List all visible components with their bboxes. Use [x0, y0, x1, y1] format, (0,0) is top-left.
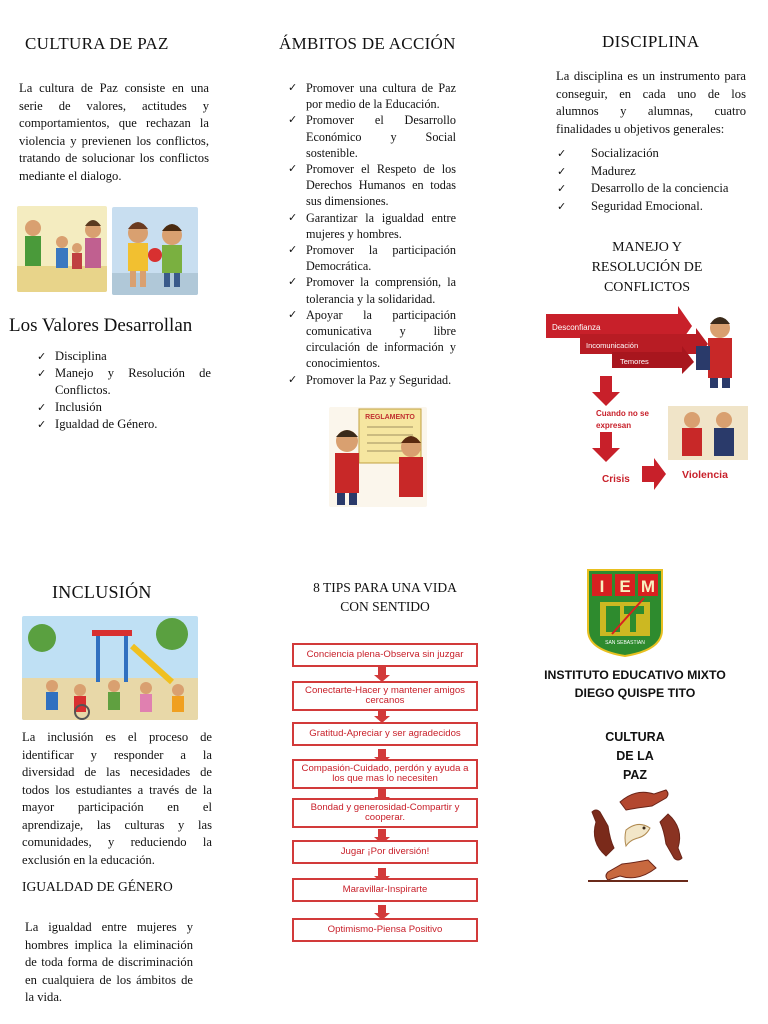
playground-icon: [22, 616, 198, 720]
check-icon: ✓: [288, 113, 298, 127]
note-line-2: expresan: [596, 421, 632, 430]
temores-label: Temores: [620, 357, 649, 366]
check-icon: ✓: [288, 307, 298, 321]
iem-logo-icon: [586, 568, 664, 658]
disciplina-paragraph: La disciplina es un instrumento para conseguir, en cada uno de los alumnos y alumnas, cuatro finalidades u objetivos generales:: [556, 69, 746, 136]
crisis-label: Crisis: [602, 474, 630, 485]
valores-list: [37, 348, 211, 433]
list-item: ✓ Promover la comprensión, la tolerancia y la solidaridad.: [288, 275, 456, 306]
tip-box: Jugar ¡Por diversión!: [292, 840, 478, 864]
check-icon: ✓: [557, 164, 567, 178]
tip-box: Conciencia plena-Observa sin juzgar: [292, 643, 478, 667]
tip-box: Conectarte-Hacer y mantener amigos cercanos: [292, 681, 478, 711]
list-item: ✓ Apoyar la participación comunicativa y libre circulación de información y conocimientos.: [288, 307, 456, 371]
list-item: ✓ Promover una cultura de Paz por medio de la Educación.: [288, 81, 456, 112]
igualdad-paragraph: La igualdad entre mujeres y hombres implica la eliminación de toda forma de discriminación en cualquiera de los ámbitos de la vida.: [25, 920, 193, 1004]
check-icon: ✓: [557, 147, 567, 160]
tip-box: Optimismo-Piensa Positivo: [292, 918, 478, 942]
igualdad-title: IGUALDAD DE GÉNERO: [22, 879, 173, 894]
violencia-label: Violencia: [682, 469, 728, 481]
ambitos-list: [288, 80, 456, 388]
check-icon: ✓: [288, 162, 298, 176]
check-icon: ✓: [37, 350, 47, 363]
family-illustration: [17, 206, 107, 292]
list-item: ✓ Socialización: [557, 145, 747, 163]
list-item: ✓ Igualdad de Género.: [37, 417, 158, 431]
check-icon: ✓: [288, 275, 298, 289]
check-icon: ✓: [288, 81, 298, 94]
list-item: ✓ Disciplina: [37, 349, 107, 363]
divider-line: [588, 880, 688, 882]
conflict-diagram: [546, 306, 754, 502]
right-arrow: [642, 458, 666, 490]
manejo-title: MANEJO Y RESOLUCIÓN DE CONFLICTOS: [591, 240, 703, 295]
disciplina-title: DISCIPLINA: [602, 32, 700, 51]
inclusion-title: INCLUSIÓN: [52, 582, 152, 602]
check-icon: ✓: [288, 243, 298, 257]
ambitos-title: ÁMBITOS DE ACCIÓN: [279, 34, 456, 53]
check-icon: ✓: [37, 401, 47, 414]
down-arrow: [592, 376, 620, 406]
logo-letter: M: [640, 577, 656, 596]
logo-letter: E: [619, 577, 631, 596]
inclusion-paragraph: La inclusión es el proceso de identificar y responder a la diversidad de las necesidades de todos los estudiantes a través de la mayor participación en el aprendizaje, las culturas y las comunidades, y reduciendo la exclusión en la educación.: [22, 730, 212, 867]
list-item: ✓ Promover la Paz y Seguridad.: [288, 372, 452, 387]
disciplina-list: [557, 145, 747, 215]
check-icon: ✓: [288, 372, 298, 386]
desconfianza-label: Desconfianza: [552, 323, 601, 332]
list-item: ✓ Desarrollo de la conciencia: [557, 180, 747, 198]
check-icon: ✓: [37, 367, 47, 380]
hands-dove-icon: [586, 784, 690, 886]
check-icon: ✓: [557, 199, 567, 213]
institute-name: INSTITUTO EDUCATIVO MIXTO DIEGO QUISPE TITO: [544, 668, 726, 700]
tip-box: Bondad y generosidad-Compartir y cooperar.: [292, 798, 478, 828]
hands-dove-illustration: [586, 784, 690, 886]
list-item: ✓ Promover el Respeto de los Derechos Humanos en todas sus dimensiones.: [288, 162, 456, 209]
list-item: ✓ Madurez: [557, 163, 747, 181]
reglamento-icon: [329, 407, 427, 507]
check-icon: ✓: [37, 418, 47, 431]
list-item: ✓ Manejo y Resolución de Conflictos.: [37, 366, 211, 397]
cultura-de-paz-paragraph: La cultura de Paz consiste en una serie de valores, actitudes y comportamientos, que rechazan la violencia y previenen los conflictos, tratando de solucionar los conflictos mediante el dialogo.: [19, 81, 209, 183]
poster-label: REGLAMENTO: [365, 414, 415, 421]
tip-box: Compasión-Cuidado, perdón y ayuda a los que mas lo necesiten: [292, 759, 478, 789]
check-icon: ✓: [557, 182, 567, 195]
school-logo: [586, 568, 664, 658]
list-item: ✓ Promover la participación Democrática.: [288, 243, 456, 274]
list-item: ✓ Seguridad Emocional.: [557, 198, 747, 216]
down-arrow-2: [592, 432, 620, 462]
cultura-de-paz-title: CULTURA DE PAZ: [25, 34, 169, 53]
list-item: ✓ Inclusión: [37, 400, 102, 414]
family-icon: [17, 206, 107, 292]
check-icon: ✓: [288, 210, 298, 224]
tip-box: Gratitud-Apreciar y ser agradecidos: [292, 722, 478, 746]
logo-caption: SAN SEBASTIAN: [605, 640, 645, 646]
list-item: ✓ Garantizar la igualdad entre mujeres y hombres.: [288, 210, 456, 241]
cover-title: CULTURA DE LA PAZ: [605, 730, 665, 782]
reglamento-illustration: [329, 407, 427, 507]
conflict-flow-icon: [546, 306, 754, 502]
children-icon: [112, 207, 198, 295]
note-line-1: Cuando no se: [596, 409, 649, 418]
tip-box: Maravillar-Inspirarte: [292, 878, 478, 902]
logo-letter: I: [599, 577, 605, 596]
children-illustration: [112, 207, 198, 295]
valores-title: Los Valores Desarrollan: [9, 315, 193, 336]
incomunicacion-label: Incomunicación: [586, 341, 639, 350]
tips-title: 8 TIPS PARA UNA VIDA CON SENTIDO: [313, 580, 457, 614]
list-item: ✓ Promover el Desarrollo Económico y Social sostenible.: [288, 113, 456, 160]
playground-illustration: [22, 616, 198, 720]
